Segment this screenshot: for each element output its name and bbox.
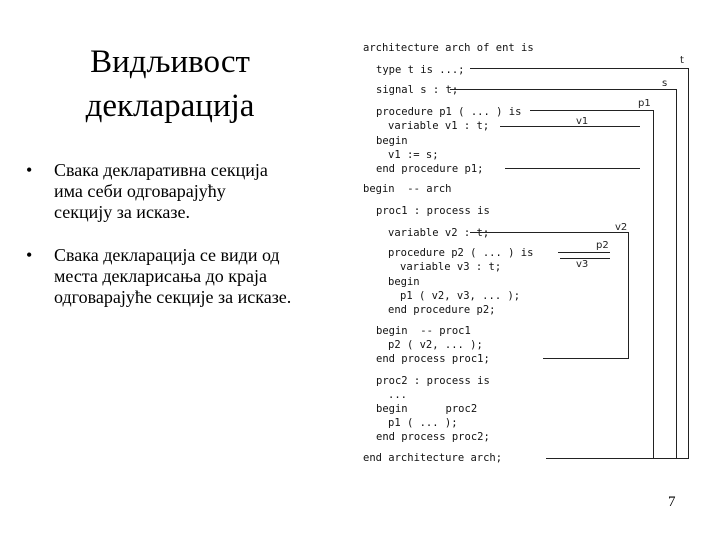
code-line: end process proc1; [376,353,490,365]
code-line: end architecture arch; [363,452,503,464]
bullet-text-line: места декларисања до краја [54,266,267,286]
bullet-text-line: секцију за исказе. [54,202,190,222]
code-line: type t is ...; [376,64,465,76]
code-line: end procedure p2; [388,304,496,316]
scope-label-s: s [662,78,668,89]
code-line: begin [388,276,420,288]
code-line: variable v3 : t; [400,261,502,273]
scope-label-v3: v3 [576,259,589,270]
scope-p2-line [558,252,610,253]
scope-label-v2: v2 [615,222,628,233]
bullet-text-line: Свака декларација се види од [54,245,280,265]
code-line: p1 ( v2, v3, ... ); [400,290,521,302]
bullet-text-line: Свака декларативна секција [54,160,268,180]
scope-v1-line [500,126,640,127]
scope-v2-end [543,358,628,359]
bullet-marker: • [26,160,33,180]
code-line: proc1 : process is [376,205,490,217]
code-line: architecture arch of ent is [363,42,534,54]
code-line: begin -- proc1 [376,325,471,337]
bullet-text-line: одговарајуће секције за исказе. [54,287,292,307]
code-line: proc2 : process is [376,375,490,387]
code-line: end process proc2; [376,431,490,443]
scope-v1-end [505,168,640,169]
title-line-2: декларација [85,88,255,124]
code-line: begin [376,135,408,147]
code-line: p1 ( ... ); [388,417,458,429]
code-line: begin -- arch [363,183,452,195]
code-line: ... [388,389,407,401]
bullet-marker: • [26,245,33,265]
code-line: v1 := s; [388,149,439,161]
page-number: 7 [668,494,676,510]
code-line: p2 ( v2, ... ); [388,339,483,351]
code-line: variable v1 : t; [388,120,490,132]
code-line: begin proc2 [376,403,478,415]
code-line: procedure p2 ( ... ) is [388,247,534,259]
code-line: signal s : t; [376,84,459,96]
scope-label-p1: p1 [638,98,651,109]
bullet-text-line: има себи одговарајућу [54,181,226,201]
code-line: end procedure p1; [376,163,484,175]
scope-label-t: t [680,55,684,66]
code-line: variable v2 : t; [388,227,490,239]
title-line-1: Видљивост [90,44,250,80]
scope-label-p2: p2 [596,240,609,251]
code-line: procedure p1 ( ... ) is [376,106,522,118]
scope-label-v1: v1 [576,116,589,127]
